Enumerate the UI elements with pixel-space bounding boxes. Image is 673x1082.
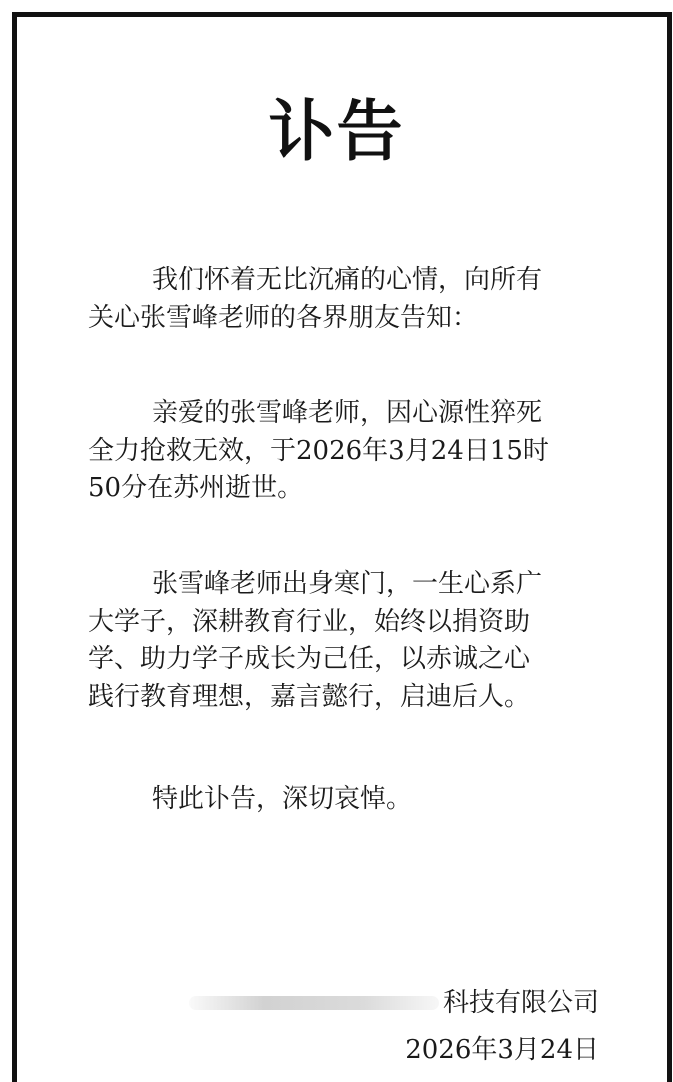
redacted-company-name (189, 996, 439, 1010)
paragraph-line: 我们怀着无比沉痛的心情，向所有 (152, 265, 543, 295)
notice-title: 讣告 (268, 93, 405, 170)
company-suffix: 科技有限公司 (442, 988, 599, 1018)
paragraph-closing (88, 781, 608, 819)
notice-border (12, 12, 672, 1082)
paragraph-line: 关心张雪峰老师的各界朋友告知： (88, 302, 479, 333)
signature-company (189, 983, 599, 1023)
paragraph-biography (88, 566, 608, 716)
paragraph-line: 全力抢救无效，于2026年3月24日15时 (88, 435, 549, 466)
paragraph-intro (88, 262, 608, 337)
paragraph-line: 亲爱的张雪峰老师，因心源性猝死 (152, 398, 543, 428)
paragraph-line: 50分在苏州逝世。 (88, 473, 304, 503)
paragraph-line: 张雪峰老师出身寒门，一生心系广 (152, 569, 543, 599)
paragraph-line: 学、助力学子成长为己任，以赤诚之心 (88, 644, 531, 674)
paragraph-line: 特此讣告，深切哀悼。 (152, 784, 413, 814)
paragraph-death-announcement (88, 395, 608, 508)
paragraph-line: 大学子，深耕教育行业，始终以捐资助 (88, 606, 531, 637)
signature-date: 2026年3月24日 (405, 1035, 599, 1065)
paragraph-line: 践行教育理想，嘉言懿行，启迪后人。 (88, 681, 531, 712)
